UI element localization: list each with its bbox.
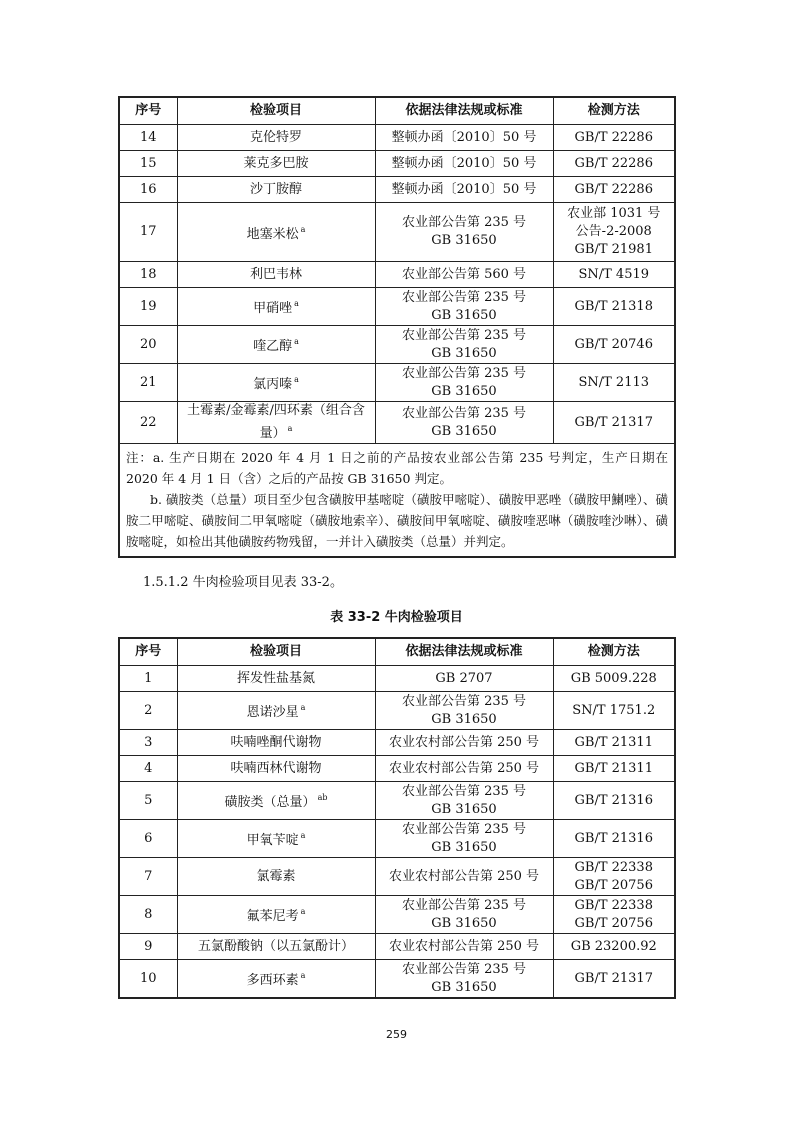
test-item-text: 氯丙嗪 (253, 377, 293, 392)
table-row (119, 896, 675, 934)
row-serial-number (119, 934, 177, 960)
table-row (119, 288, 675, 326)
test-item-text: 克伦特罗 (249, 129, 302, 145)
test-method-line: GB/T 21311 (574, 760, 653, 776)
footnote-marker: a (294, 299, 299, 308)
test-method-line: GB/T 20756 (574, 877, 653, 893)
row-test-method (553, 402, 675, 444)
table-row (119, 820, 675, 858)
table-row (119, 666, 675, 692)
row-test-item (177, 364, 375, 402)
row-test-method (553, 896, 675, 934)
legal-basis-line: 农业农村部公告第 250 号 (388, 760, 540, 776)
row-test-method (553, 692, 675, 730)
legal-basis-line: 农业部公告第 235 号 (401, 289, 527, 305)
legal-basis-line: 农业部公告第 560 号 (401, 266, 527, 282)
row-serial-number (119, 203, 177, 262)
row-legal-basis (375, 262, 553, 288)
row-test-method (553, 262, 675, 288)
test-method-line: GB/T 21317 (574, 970, 653, 986)
legal-basis-line: 农业农村部公告第 250 号 (388, 734, 540, 750)
row-test-method (553, 364, 675, 402)
row-serial-number (119, 960, 177, 999)
header-legal-basis: 依据法律法规或标准 (375, 97, 553, 125)
legal-basis-line: 农业部公告第 235 号 (401, 783, 527, 799)
table-row (119, 203, 675, 262)
test-method-line: GB/T 21311 (574, 734, 653, 750)
row-test-item (177, 820, 375, 858)
row-test-item (177, 960, 375, 999)
test-method-line: GB/T 21317 (574, 414, 653, 430)
test-method-line: GB/T 21316 (574, 830, 653, 846)
legal-basis-line: 农业部公告第 235 号 (401, 405, 527, 421)
row-legal-basis (375, 364, 553, 402)
page-number: 259 (386, 1028, 407, 1041)
legal-basis-line: 农业部公告第 235 号 (401, 897, 527, 913)
table-row (119, 262, 675, 288)
table-note (119, 444, 675, 558)
table-row (119, 730, 675, 756)
section-paragraph: 1.5.1.2 牛肉检验项目见表 33-2。 (143, 575, 343, 590)
legal-basis-line: 整顿办函〔2010〕50 号 (391, 181, 537, 197)
legal-basis-line: 整顿办函〔2010〕50 号 (391, 129, 537, 145)
row-legal-basis (375, 692, 553, 730)
header-test-method: 检测方法 (553, 97, 675, 125)
table-note-row (119, 444, 675, 558)
header-test-item: 检验项目 (177, 97, 375, 125)
test-item-text: 甲氧苄啶 (246, 833, 299, 848)
test-item-text: 甲硝唑 (253, 301, 293, 316)
legal-basis-line: 农业部公告第 235 号 (401, 961, 527, 977)
test-method-line: GB 23200.92 (570, 938, 657, 954)
row-legal-basis (375, 177, 553, 203)
legal-basis-line: GB 31650 (431, 915, 497, 931)
note-a: 注：a. 生产日期在 2020 年 4 月 1 日之前的产品按农业部公告第 235 号判定，生产日期在 2020 年 4 月 1 日（含）之后的产品按 GB 31650 判定。 (126, 450, 668, 486)
serial-number-text: 15 (139, 155, 157, 171)
legal-basis-line: 农业部公告第 235 号 (401, 365, 527, 381)
row-test-item (177, 666, 375, 692)
test-method-line: 农业部 1031 号 (567, 206, 661, 221)
row-legal-basis (375, 730, 553, 756)
row-test-item (177, 288, 375, 326)
test-method-line: GB/T 21318 (574, 298, 653, 314)
test-item-text: 地塞米松 (246, 226, 299, 242)
test-item-text: 恩诺沙星 (246, 705, 299, 720)
serial-number-text: 9 (144, 938, 153, 954)
row-serial-number (119, 125, 177, 151)
header-test-item: 检验项目 (177, 638, 375, 666)
row-test-item (177, 402, 375, 444)
legal-basis-line: GB 31650 (431, 979, 497, 995)
serial-number-text: 3 (144, 734, 153, 750)
test-method-line: GB/T 22286 (574, 181, 653, 197)
serial-number-text: 17 (139, 224, 157, 239)
test-item-text: 五氯酚酸钠（以五氯酚计） (197, 938, 354, 954)
row-legal-basis (375, 896, 553, 934)
row-test-item (177, 692, 375, 730)
row-test-item (177, 177, 375, 203)
test-item-text: 土霉素/金霉素/四环素（组合含量） (187, 403, 365, 441)
test-method-line: GB/T 22338 (574, 859, 653, 875)
legal-basis-line: 农业部公告第 235 号 (401, 821, 527, 837)
serial-number-text: 5 (144, 792, 153, 808)
row-serial-number (119, 896, 177, 934)
legal-basis-line: GB 31650 (431, 233, 497, 248)
legal-basis-line: GB 31650 (431, 839, 497, 855)
table-row (119, 960, 675, 999)
serial-number-text: 10 (139, 970, 157, 986)
header-legal-basis: 依据法律法规或标准 (375, 638, 553, 666)
row-legal-basis (375, 203, 553, 262)
table-row (119, 125, 675, 151)
table-row (119, 151, 675, 177)
test-item-text: 氟苯尼考 (246, 909, 299, 924)
row-test-item (177, 125, 375, 151)
row-legal-basis (375, 151, 553, 177)
test-item-text: 喹乙醇 (253, 339, 293, 354)
test-item-text: 利巴韦林 (249, 266, 302, 282)
legal-basis-line: GB 31650 (431, 801, 497, 817)
serial-number-text: 21 (139, 374, 157, 390)
row-test-method (553, 177, 675, 203)
row-legal-basis (375, 402, 553, 444)
test-item-text: 呋喃唑酮代谢物 (230, 734, 322, 750)
row-test-item (177, 730, 375, 756)
table-row (119, 326, 675, 364)
table-header-row (119, 97, 675, 125)
legal-basis-line: 农业部公告第 235 号 (401, 327, 527, 343)
table-row (119, 177, 675, 203)
test-method-line: GB/T 21316 (574, 792, 653, 808)
row-serial-number (119, 288, 177, 326)
serial-number-text: 4 (144, 760, 153, 776)
legal-basis-line: GB 31650 (431, 345, 497, 361)
header-test-method: 检测方法 (553, 638, 675, 666)
row-serial-number (119, 756, 177, 782)
row-legal-basis (375, 666, 553, 692)
legal-basis-line: 农业部公告第 235 号 (401, 693, 527, 709)
row-test-item (177, 203, 375, 262)
row-legal-basis (375, 782, 553, 820)
test-item-text: 磺胺类（总量） (224, 795, 316, 810)
legal-basis-line: GB 31650 (431, 711, 497, 727)
footnote-marker: a (300, 831, 306, 840)
test-method-line: GB/T 20746 (574, 336, 653, 352)
row-test-method (553, 756, 675, 782)
serial-number-text: 16 (139, 181, 157, 197)
table-row (119, 858, 675, 896)
test-method-line: GB/T 22286 (574, 129, 653, 145)
test-item-text: 氯霉素 (256, 868, 296, 884)
table-caption: 表 33-2 牛肉检验项目 (330, 610, 463, 625)
legal-basis-line: 农业农村部公告第 250 号 (388, 868, 540, 884)
row-test-method (553, 730, 675, 756)
serial-number-text: 6 (144, 830, 153, 846)
serial-number-text: 18 (139, 266, 157, 282)
serial-number-text: 2 (144, 702, 153, 718)
serial-number-text: 14 (139, 129, 157, 145)
row-serial-number (119, 820, 177, 858)
row-test-method (553, 960, 675, 999)
legal-basis-line: GB 31650 (431, 383, 497, 399)
row-legal-basis (375, 960, 553, 999)
footnote-marker: a (300, 703, 306, 712)
row-test-method (553, 934, 675, 960)
row-serial-number (119, 402, 177, 444)
row-test-item (177, 858, 375, 896)
row-serial-number (119, 730, 177, 756)
header-serial-number: 序号 (119, 638, 177, 666)
test-method-line: GB/T 22338 (574, 897, 653, 913)
table-row (119, 692, 675, 730)
test-item-text: 挥发性盐基氮 (236, 670, 315, 686)
footnote-marker: a (300, 971, 306, 980)
test-method-line: SN/T 2113 (578, 374, 650, 390)
row-legal-basis (375, 820, 553, 858)
row-test-method (553, 203, 675, 262)
footnote-marker: a (294, 337, 299, 346)
test-method-line: SN/T 1751.2 (572, 702, 656, 718)
row-test-method (553, 820, 675, 858)
table-beef-test-items (118, 637, 676, 999)
test-item-text: 莱克多巴胺 (243, 155, 309, 171)
row-test-item (177, 151, 375, 177)
row-legal-basis (375, 288, 553, 326)
row-legal-basis (375, 858, 553, 896)
footnote-marker: a (294, 375, 299, 384)
test-item-text: 沙丁胺醇 (249, 181, 302, 197)
serial-number-text: 7 (144, 868, 153, 884)
legal-basis-line: GB 2707 (435, 670, 493, 686)
legal-basis-line: GB 31650 (431, 423, 497, 439)
test-method-line: GB/T 21981 (574, 242, 653, 257)
row-serial-number (119, 782, 177, 820)
header-serial-number: 序号 (119, 97, 177, 125)
serial-number-text: 8 (144, 906, 153, 922)
test-item-text: 呋喃西林代谢物 (230, 760, 322, 776)
row-serial-number (119, 692, 177, 730)
serial-number-text: 1 (144, 670, 153, 686)
table-header-row (119, 638, 675, 666)
row-test-item (177, 782, 375, 820)
row-test-item (177, 896, 375, 934)
test-method-line: GB/T 22286 (574, 155, 653, 171)
legal-basis-line: 农业农村部公告第 250 号 (388, 938, 540, 954)
legal-basis-line: 农业部公告第 235 号 (401, 215, 527, 230)
row-test-method (553, 288, 675, 326)
row-serial-number (119, 151, 177, 177)
row-legal-basis (375, 756, 553, 782)
row-serial-number (119, 858, 177, 896)
test-method-line: SN/T 4519 (578, 266, 650, 282)
test-item-text: 多西环素 (246, 973, 299, 988)
row-serial-number (119, 262, 177, 288)
row-legal-basis (375, 125, 553, 151)
row-serial-number (119, 364, 177, 402)
row-test-item (177, 756, 375, 782)
row-test-method (553, 151, 675, 177)
legal-basis-line: GB 31650 (431, 307, 497, 323)
row-serial-number (119, 177, 177, 203)
table-row (119, 364, 675, 402)
row-test-method (553, 666, 675, 692)
test-method-line: GB/T 20756 (574, 915, 653, 931)
row-test-item (177, 326, 375, 364)
note-b: b. 磺胺类（总量）项目至少包含磺胺甲基嘧啶（磺胺甲嘧啶）、磺胺甲恶唑（磺胺甲鯻唑）、磺胺二甲嘧啶、磺胺间二甲氧嘧啶（磺胺地索辛）、磺胺间甲氧嘧啶、磺胺喹恶啉（磺胺喹沙啉）、磺胺嘧啶，如检出其他磺胺药物残留，一并计入磺胺类（总量）并判定。 (126, 492, 668, 549)
row-test-method (553, 326, 675, 364)
legal-basis-line: 整顿办函〔2010〕50 号 (391, 155, 537, 171)
table-row (119, 756, 675, 782)
footnote-marker: ab (317, 793, 328, 802)
row-serial-number (119, 326, 177, 364)
row-test-method (553, 858, 675, 896)
row-test-method (553, 125, 675, 151)
serial-number-text: 22 (139, 414, 157, 430)
row-serial-number (119, 666, 177, 692)
row-legal-basis (375, 934, 553, 960)
row-test-method (553, 782, 675, 820)
footnote-marker: a (300, 224, 306, 234)
table-veterinary-residue-continued (118, 96, 676, 558)
test-method-line: GB 5009.228 (570, 670, 657, 686)
test-method-line: 公告-2-2008 (575, 224, 652, 239)
table-row (119, 782, 675, 820)
serial-number-text: 20 (139, 336, 157, 352)
row-legal-basis (375, 326, 553, 364)
footnote-marker: a (287, 424, 293, 433)
row-test-item (177, 934, 375, 960)
footnote-marker: a (300, 907, 306, 916)
serial-number-text: 19 (139, 298, 157, 314)
table-row (119, 934, 675, 960)
row-test-item (177, 262, 375, 288)
table-row (119, 402, 675, 444)
